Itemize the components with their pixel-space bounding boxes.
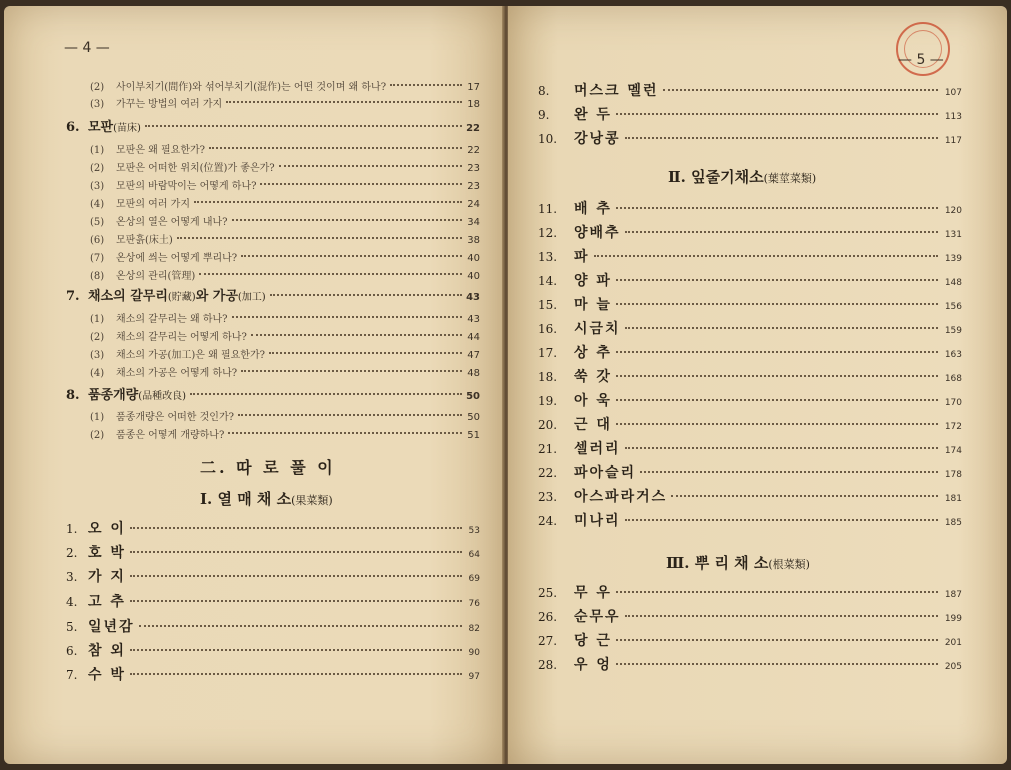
toc-item[interactable]: 6. 참 외 90: [66, 643, 480, 659]
toc-subentry[interactable]: (3) 채소의 가공(加工)은 왜 필요한가? 47: [90, 350, 480, 361]
dot-leader: [260, 183, 462, 185]
toc-section-7[interactable]: 7. 채소의 갈무리(貯藏)와 가공(加工) 43: [66, 289, 480, 304]
dot-leader: [279, 165, 462, 167]
dot-leader: [177, 237, 462, 239]
toc-item[interactable]: 11. 배 추 120: [538, 201, 962, 217]
dot-leader: [139, 625, 462, 627]
dot-leader: [594, 255, 938, 257]
toc-item[interactable]: 5. 일년감 82: [66, 619, 480, 635]
dot-leader: [625, 615, 938, 617]
toc-section-6[interactable]: 6. 모판(苗床) 22: [66, 120, 480, 135]
dot-leader: [616, 303, 938, 305]
toc-subentry[interactable]: (7) 온상에 씌는 어떻게 뿌리나? 40: [90, 253, 480, 264]
toc-item[interactable]: 14. 양 파 148: [538, 273, 962, 289]
dot-leader: [625, 447, 938, 449]
toc-item[interactable]: 24. 미나리 185: [538, 513, 962, 529]
dot-leader: [199, 273, 462, 275]
dot-leader: [616, 591, 938, 593]
toc-subentry[interactable]: (2) 채소의 갈무리는 어떻게 하나? 44: [90, 332, 480, 343]
toc-item[interactable]: 27. 당 근 201: [538, 633, 962, 649]
toc-item[interactable]: 17. 상 추 163: [538, 345, 962, 361]
dot-leader: [209, 147, 462, 149]
left-page-number: — 4 —: [64, 40, 110, 56]
dot-leader: [130, 600, 462, 602]
toc-item[interactable]: 28. 우 엉 205: [538, 657, 962, 673]
toc-item[interactable]: 2. 호 박 64: [66, 545, 480, 561]
dot-leader: [145, 125, 462, 127]
toc-subentry[interactable]: (5) 온상의 열은 어떻게 내나? 34: [90, 217, 480, 228]
toc-item[interactable]: 26. 순무우 199: [538, 609, 962, 625]
toc-section-8[interactable]: 8. 품종개량(品種改良) 50: [66, 388, 480, 403]
dot-leader: [625, 231, 938, 233]
part-heading: 二. 따 로 풀 이: [200, 458, 336, 477]
dot-leader: [226, 101, 462, 103]
toc-item[interactable]: 25. 무 우 187: [538, 585, 962, 601]
toc-subentry[interactable]: (4) 모판의 여러 가지 24: [90, 199, 480, 210]
toc-item[interactable]: 19. 아 욱 170: [538, 393, 962, 409]
toc-subentry[interactable]: (2) 품종은 어떻게 개량하나? 51: [90, 430, 480, 441]
dot-leader: [671, 495, 938, 497]
dot-leader: [616, 423, 938, 425]
dot-leader: [194, 201, 462, 203]
toc-subentry[interactable]: (2) 모판은 어떠한 위치(位置)가 좋은가? 23: [90, 163, 480, 174]
dot-leader: [616, 375, 938, 377]
right-page-number: — 5 —: [898, 52, 944, 68]
toc-item[interactable]: 23. 아스파라거스 181: [538, 489, 962, 505]
dot-leader: [616, 279, 938, 281]
toc-item[interactable]: 4. 고 추 76: [66, 594, 480, 610]
dot-leader: [270, 294, 462, 296]
toc-subentry[interactable]: (3) 모판의 바람막이는 어떻게 하나? 23: [90, 181, 480, 192]
toc-item[interactable]: 20. 근 대 172: [538, 417, 962, 433]
dot-leader: [130, 649, 462, 651]
dot-leader: [130, 673, 462, 675]
toc-subentry[interactable]: (2) 사이부치기(間作)와 섞어부치기(混作)는 어떤 것이며 왜 하나? 17: [90, 82, 480, 93]
dot-leader: [616, 113, 938, 115]
toc-item[interactable]: 10. 강낭콩 117: [538, 131, 962, 147]
toc-item[interactable]: 22. 파아슬리 178: [538, 465, 962, 481]
dot-leader: [251, 334, 462, 336]
dot-leader: [130, 575, 462, 577]
group-2-heading: Ⅱ. 잎줄기채소(葉莖菜類): [668, 168, 817, 186]
toc-item[interactable]: 21. 셀러리 174: [538, 441, 962, 457]
dot-leader: [616, 663, 938, 665]
toc-item[interactable]: 18. 쑥 갓 168: [538, 369, 962, 385]
toc-subentry[interactable]: (3) 가꾸는 방법의 여러 가지 18: [90, 99, 480, 110]
dot-leader: [616, 351, 938, 353]
dot-leader: [232, 219, 463, 221]
dot-leader: [616, 399, 938, 401]
toc-item[interactable]: 16. 시금치 159: [538, 321, 962, 337]
toc-subentry[interactable]: (6) 모판흙(床土) 38: [90, 235, 480, 246]
toc-subentry[interactable]: (8) 온상의 관리(管理) 40: [90, 271, 480, 282]
toc-item[interactable]: 9. 완 두 113: [538, 107, 962, 123]
toc-subentry[interactable]: (1) 모판은 왜 필요한가? 22: [90, 145, 480, 156]
dot-leader: [625, 327, 938, 329]
dot-leader: [640, 471, 938, 473]
dot-leader: [390, 84, 462, 86]
toc-item[interactable]: 7. 수 박 97: [66, 667, 480, 683]
dot-leader: [228, 432, 462, 434]
dot-leader: [190, 393, 462, 395]
toc-subentry[interactable]: (1) 품종개량은 어떠한 것인가? 50: [90, 412, 480, 423]
group-1-heading: I. 열 매 채 소(果菜類): [200, 490, 333, 508]
dot-leader: [269, 352, 462, 354]
dot-leader: [625, 137, 938, 139]
toc-item[interactable]: 13. 파 139: [538, 249, 962, 265]
toc-item[interactable]: 15. 마 늘 156: [538, 297, 962, 313]
dot-leader: [130, 527, 462, 529]
toc-item[interactable]: 3. 가 지 69: [66, 569, 480, 585]
dot-leader: [241, 370, 462, 372]
toc-item[interactable]: 1. 오 이 53: [66, 521, 480, 537]
dot-leader: [232, 316, 463, 318]
dot-leader: [616, 207, 938, 209]
dot-leader: [616, 639, 938, 641]
toc-subentry[interactable]: (4) 채소의 가공은 어떻게 하나? 48: [90, 368, 480, 379]
dot-leader: [130, 551, 462, 553]
dot-leader: [663, 89, 939, 91]
toc-item[interactable]: 8. 머스크 멜런 107: [538, 83, 962, 99]
group-3-heading: Ⅲ. 뿌 리 채 소(根菜類): [666, 554, 810, 572]
toc-item[interactable]: 12. 양배추 131: [538, 225, 962, 241]
dot-leader: [238, 414, 462, 416]
dot-leader: [625, 519, 938, 521]
dot-leader: [241, 255, 462, 257]
toc-subentry[interactable]: (1) 채소의 갈무리는 왜 하나? 43: [90, 314, 480, 325]
